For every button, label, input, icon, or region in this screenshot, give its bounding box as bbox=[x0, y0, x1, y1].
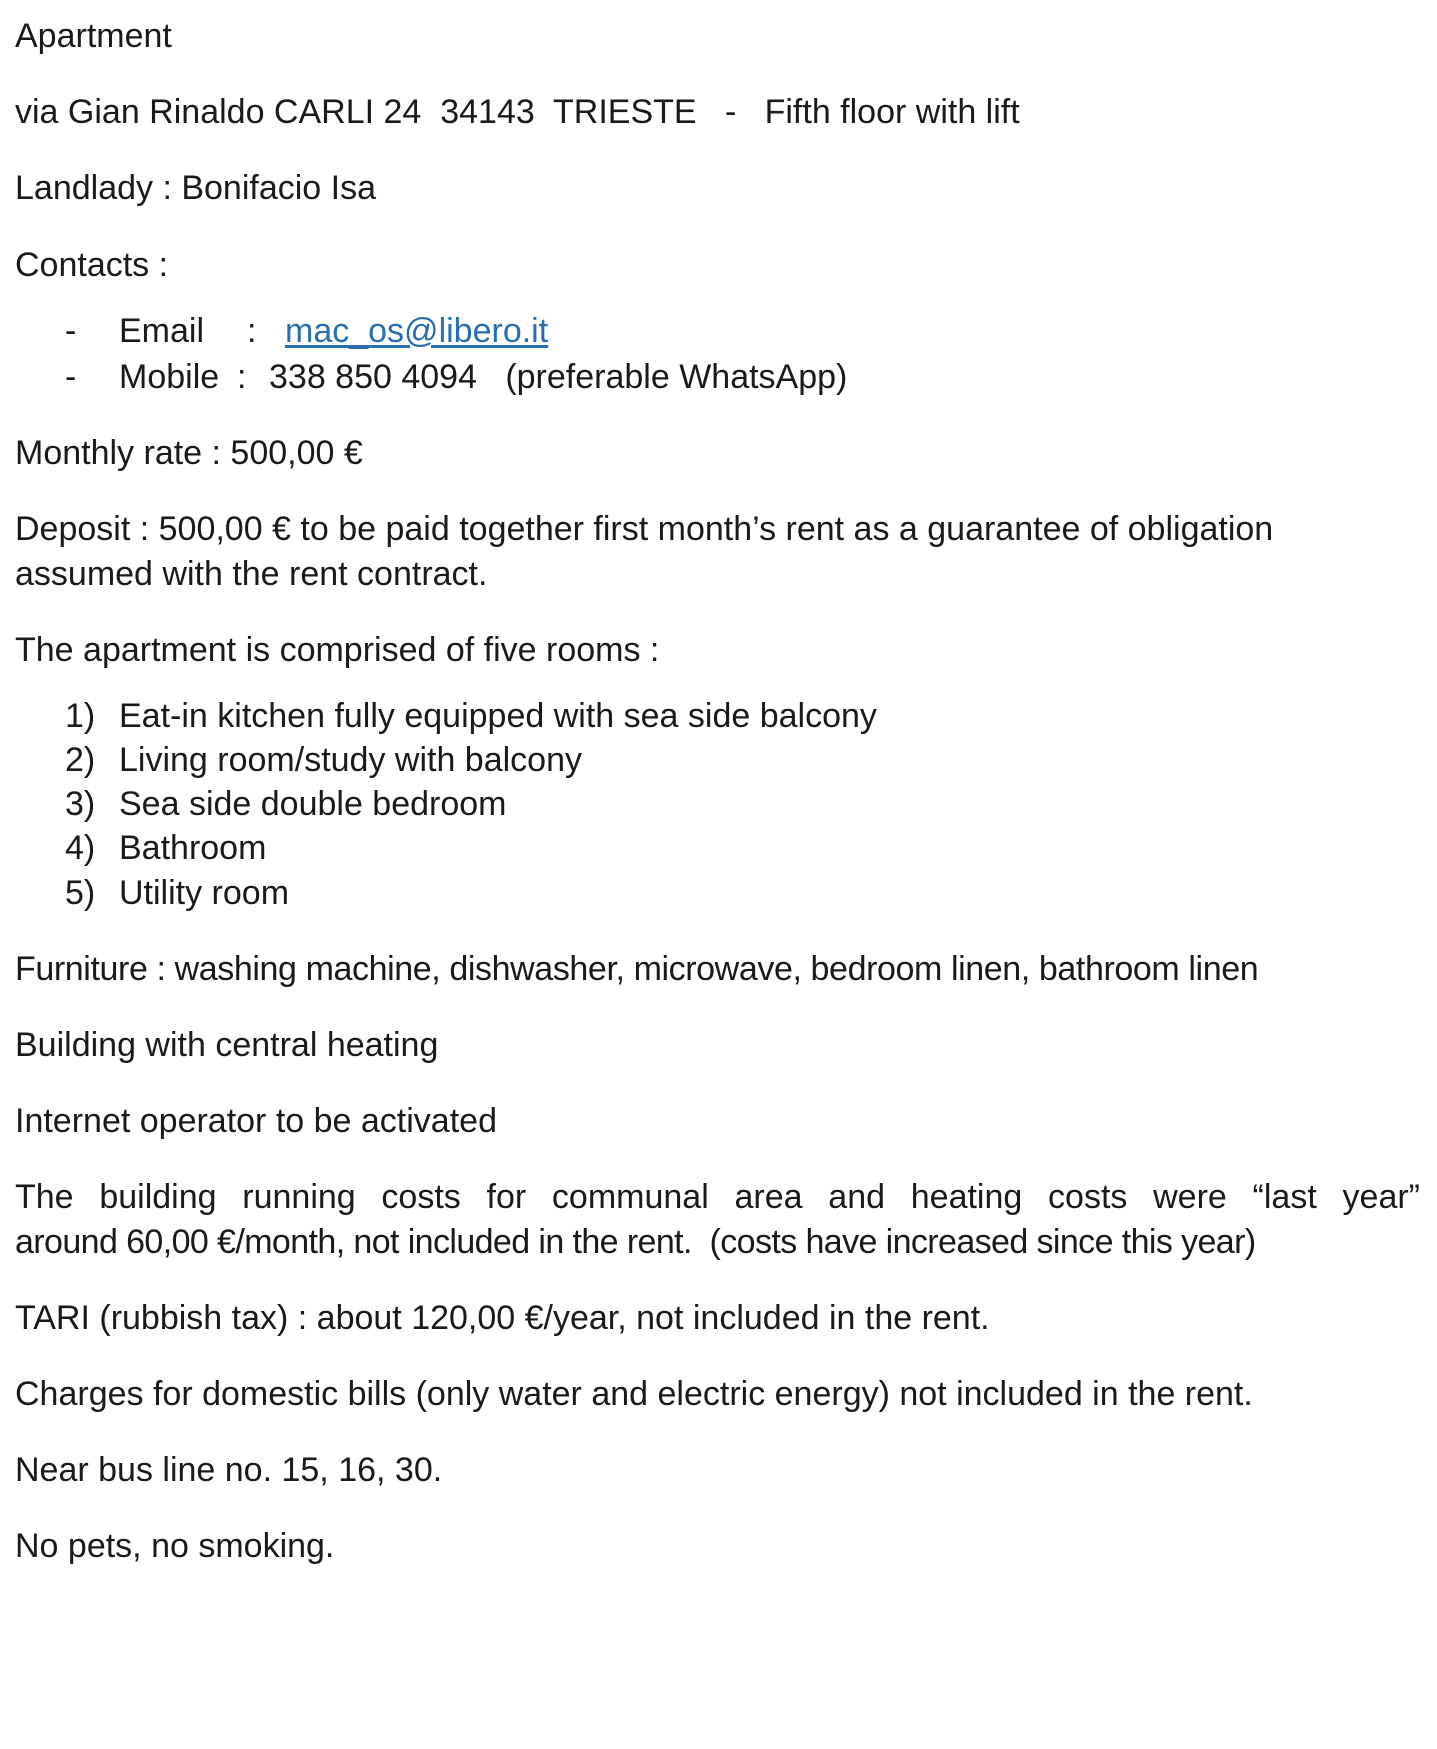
charges-line: Charges for domestic bills (only water and electric energy) not included in the rent. bbox=[15, 1374, 1253, 1413]
room-text: Living room/study with balcony bbox=[119, 741, 583, 780]
list-item bbox=[15, 871, 1420, 915]
address-line: via Gian Rinaldo CARLI 24 34143 TRIESTE - Fifth floor with lift bbox=[15, 93, 1020, 132]
list-number: 3) bbox=[65, 785, 96, 824]
room-text: Eat-in kitchen fully equipped with sea side balcony bbox=[119, 696, 877, 735]
list-number: 4) bbox=[65, 829, 96, 868]
heating-line: Building with central heating bbox=[15, 1026, 439, 1064]
room-text: Utility room bbox=[119, 873, 290, 912]
list-bullet: - bbox=[65, 357, 77, 396]
deposit-line-1: Deposit : 500,00 € to be paid together first month’s rent as a guarantee of obligation bbox=[15, 510, 1274, 549]
list-number: 5) bbox=[65, 873, 96, 912]
mobile-label: Mobile bbox=[119, 357, 220, 396]
room-text: Sea side double bedroom bbox=[119, 785, 507, 824]
mobile-value: 338 850 4094 (preferable WhatsApp) bbox=[269, 357, 848, 396]
room-text: Bathroom bbox=[119, 829, 267, 868]
deposit-paragraph bbox=[15, 507, 1420, 595]
deposit-line-2: assumed with the rent contract. bbox=[15, 554, 488, 593]
tari-line: TARI (rubbish tax) : about 120,00 €/year, not included in the rent. bbox=[15, 1298, 990, 1337]
list-bullet: - bbox=[65, 311, 77, 350]
email-link[interactable]: mac_os@libero.it bbox=[285, 311, 549, 350]
rooms-heading: The apartment is comprised of five rooms : bbox=[15, 630, 660, 669]
list-number: 1) bbox=[65, 696, 96, 735]
list-item bbox=[15, 694, 1420, 738]
contacts-heading: Contacts : bbox=[15, 245, 169, 284]
email-label: Email bbox=[119, 311, 205, 350]
email-separator: : bbox=[247, 311, 257, 350]
list-number: 2) bbox=[65, 741, 96, 780]
running-costs-line-1: The building running costs for communal area and heating costs were “last year” bbox=[15, 1178, 1420, 1217]
mobile-separator: : bbox=[237, 357, 247, 396]
contact-item-mobile bbox=[15, 355, 1420, 399]
rules-line: No pets, no smoking. bbox=[15, 1527, 335, 1566]
running-costs-line-2: around 60,00 €/month, not included in the rent. (costs have increased since this year) bbox=[15, 1222, 1256, 1261]
contact-item-email bbox=[15, 309, 1420, 353]
document-page bbox=[15, 14, 1420, 1569]
monthly-rate-line: Monthly rate : 500,00 € bbox=[15, 434, 363, 473]
rooms-list bbox=[15, 694, 1420, 915]
bus-line: Near bus line no. 15, 16, 30. bbox=[15, 1451, 443, 1490]
contacts-list bbox=[15, 309, 1420, 399]
document-title: Apartment bbox=[15, 17, 172, 55]
list-item bbox=[15, 782, 1420, 826]
landlady-line: Landlady : Bonifacio Isa bbox=[15, 169, 377, 208]
furniture-line: Furniture : washing machine, dishwasher, microwave, bedroom linen, bathroom linen bbox=[15, 949, 1259, 988]
list-item bbox=[15, 826, 1420, 870]
internet-line: Internet operator to be activated bbox=[15, 1102, 497, 1141]
running-costs-paragraph bbox=[15, 1175, 1420, 1263]
list-item bbox=[15, 738, 1420, 782]
